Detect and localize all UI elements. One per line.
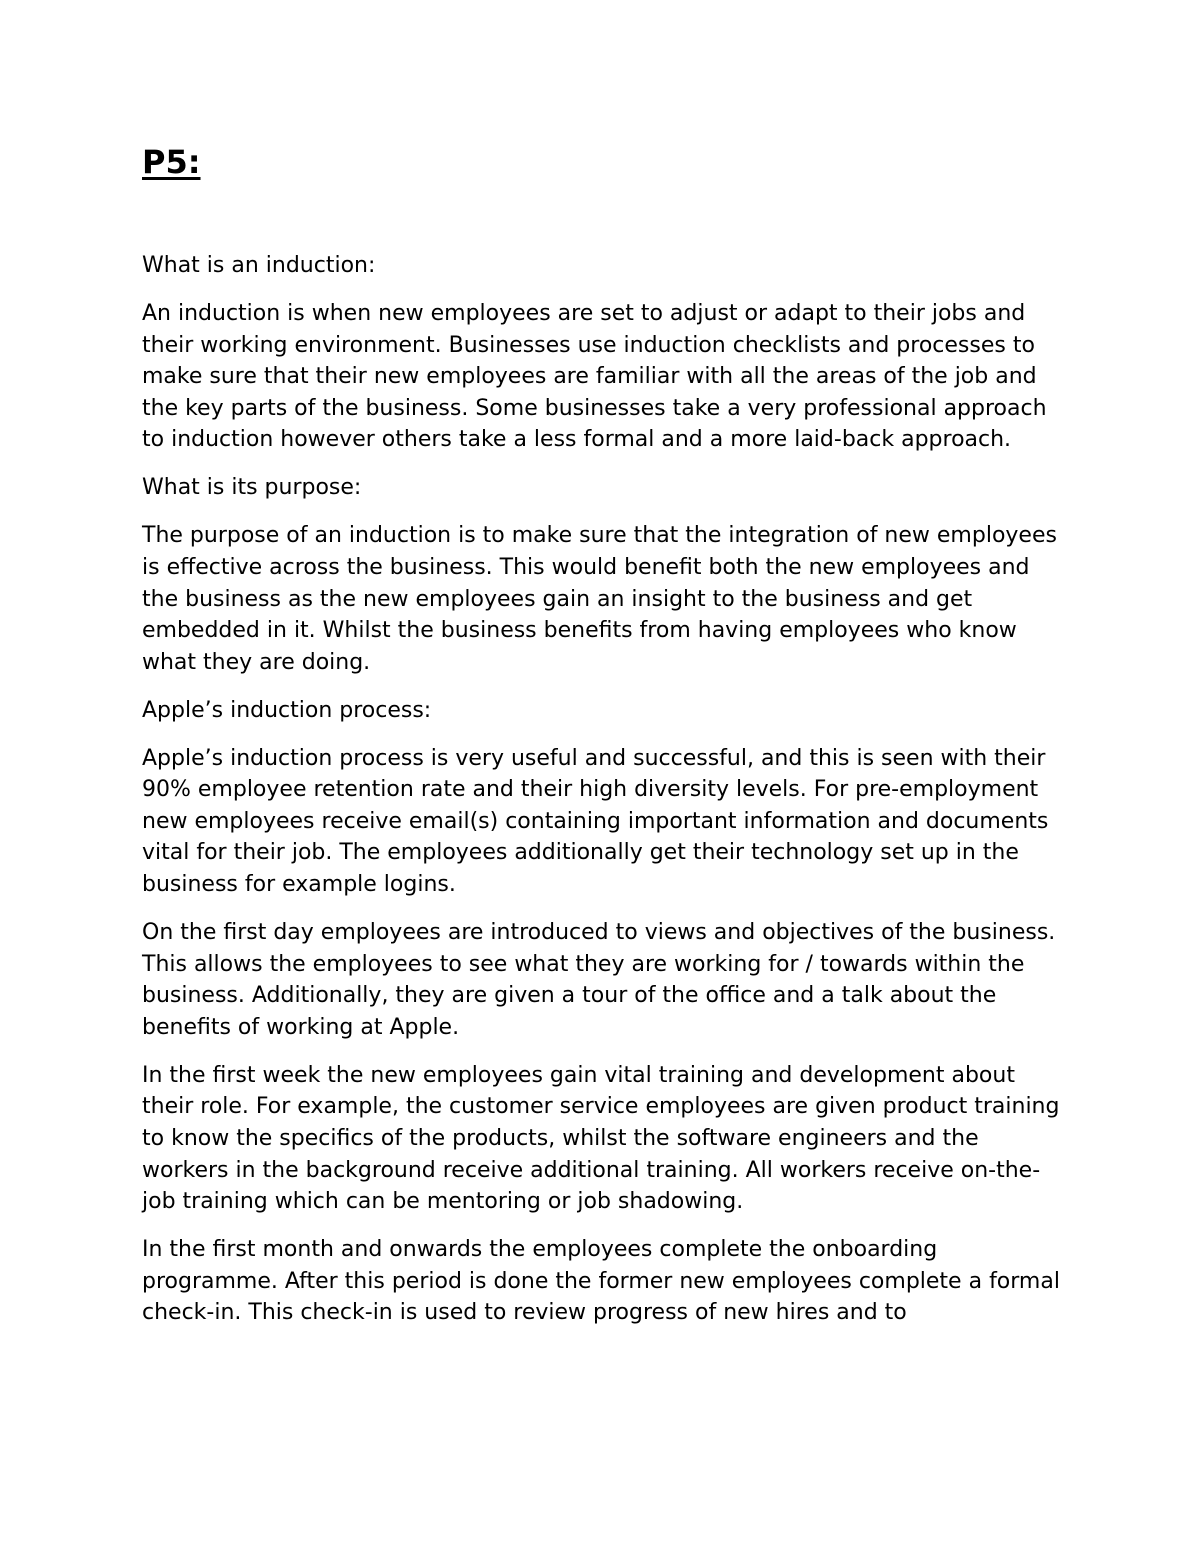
- section-heading-induction: What is an induction:: [142, 253, 376, 278]
- paragraph-first-week: In the first week the new employees gain vital training and development about their role. For example, the customer service employees are given product training to know the specifics of the products, whilst the software engineers and the workers in the background receive additional training. All workers receive on-the-job training which can be mentoring or job shadowing.: [142, 1062, 1060, 1215]
- section-heading-apple-process: Apple’s induction process:: [142, 697, 432, 723]
- document-body: [142, 140, 1072, 1345]
- document-title: P5:: [142, 143, 201, 181]
- paragraph-first-month: In the first month and onwards the employees complete the onboarding programme. After this period is done the former new employees complete a formal check-in. This check-in is used to review progress of new hires and to: [142, 1237, 1060, 1326]
- paragraph-induction-definition: An induction is when new employees are set to adjust or adapt to their jobs and their working environment. Businesses use induction checklists and processes to make sure that their new employees are familiar with all the areas of the job and the key parts of the business. Some businesses take a very professional approach to induction however others take a less formal and a more laid-back approach.: [142, 300, 1047, 453]
- paragraph-purpose: The purpose of an induction is to make sure that the integration of new employees is effective across the business. This would benefit both the new employees and the business as the new employees gain an insight to the business and get embedded in it. Whilst the business benefits from having employees who know what they are doing.: [142, 523, 1057, 675]
- section-heading-purpose: What is its purpose:: [142, 475, 362, 501]
- paragraph-first-day: On the first day employees are introduced to views and objectives of the business. This allows the employees to see what they are working for / towards within the business. Additionally, they are given a tour of the office and a talk about the benefits of working at Apple.: [142, 920, 1056, 1040]
- paragraph-pre-employment: Apple’s induction process is very useful and successful, and this is seen with their 90% employee retention rate and their high diversity levels. For pre-employment new employees receive email(s) containing important information and documents vital for their job. The employees additionally get their technology set up in the business for example logins.: [142, 745, 1049, 898]
